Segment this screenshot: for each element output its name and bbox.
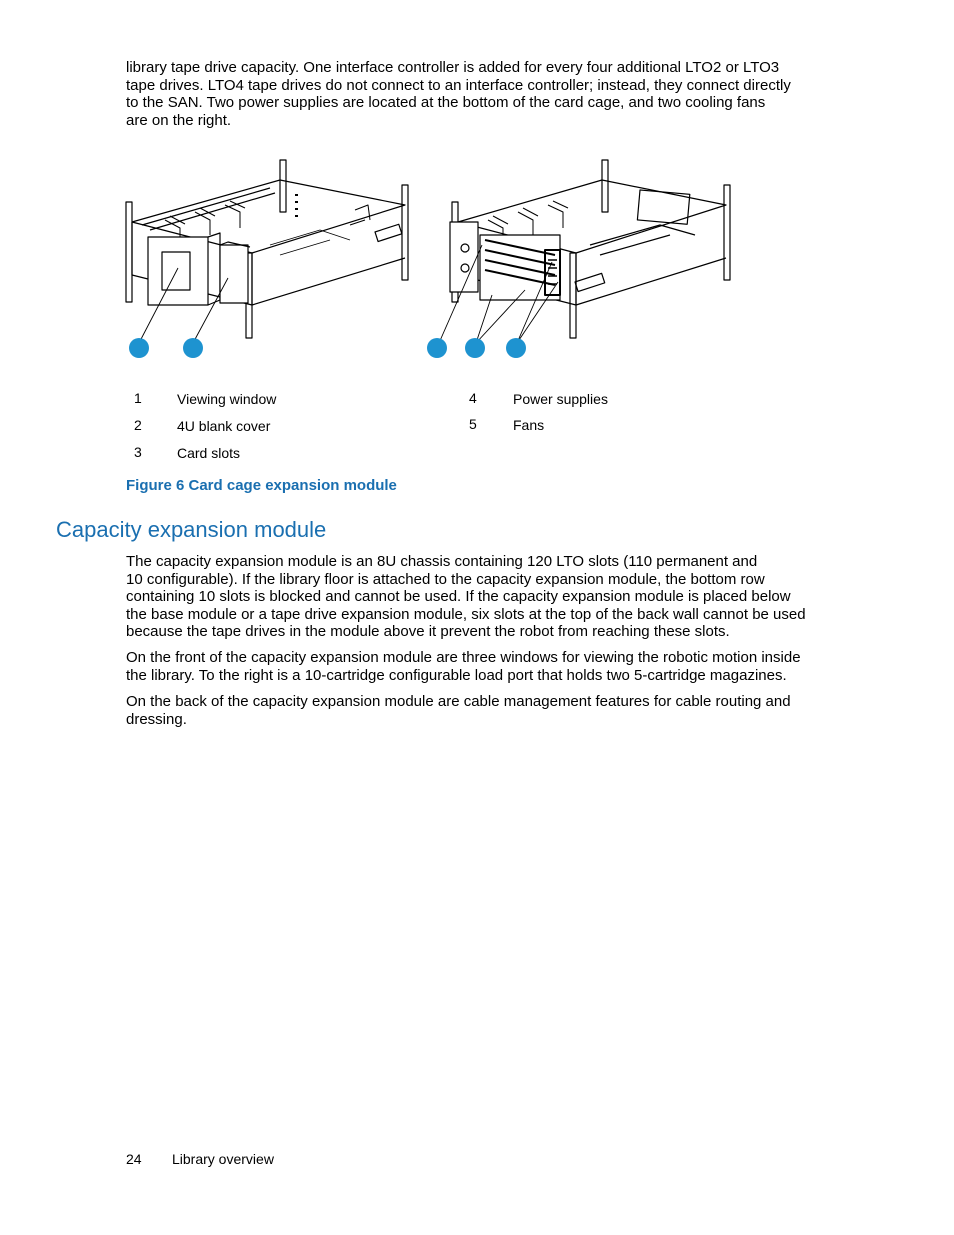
callout-1-dot (129, 338, 149, 358)
text-line: library tape drive capacity. One interface controller is added for every four additional LTO2 or LTO3 (126, 59, 780, 76)
page-number: 24 (126, 1151, 142, 1167)
legend-label: Fans (513, 417, 545, 433)
text-line: containing 10 slots is blocked and cannot be used. If the capacity expansion module is placed below (126, 588, 791, 605)
text-line: the base module or a tape drive expansion module, six slots at the top of the back wall cannot be used (126, 605, 806, 623)
text-line: are on the right. (126, 111, 232, 129)
legend-label: Power supplies (513, 391, 608, 407)
footer-section-title: Library overview (172, 1151, 274, 1167)
text-line: dressing. (126, 710, 187, 728)
legend-number: 5 (469, 416, 477, 432)
text-line: The capacity expansion module is an 8U chassis containing 120 LTO slots (110 permanent and (126, 553, 758, 570)
legend-label: 4U blank cover (177, 418, 271, 434)
callout-3-dot (427, 338, 447, 358)
text-line: tape drives. LTO4 tape drives do not connect to an interface controller; instead, they connect directly (126, 76, 791, 94)
body-paragraph (126, 649, 826, 684)
body-paragraph (126, 693, 826, 728)
text-line: On the front of the capacity expansion module are three windows for viewing the robotic motion inside (126, 649, 801, 666)
legend-number: 2 (134, 417, 142, 433)
callout-2-dot (183, 338, 203, 358)
text-line: because the tape drives in the module above it prevent the robot from reaching these slots. (126, 623, 730, 640)
text-line: 10 configurable). If the library floor is attached to the capacity expansion module, the bottom row (126, 570, 765, 588)
intro-paragraph (126, 59, 826, 129)
section-heading: Capacity expansion module (56, 517, 327, 542)
text-line: to the SAN. Two power supplies are located at the bottom of the card cage, and two cooling fans (126, 94, 766, 111)
legend-number: 1 (134, 390, 142, 406)
legend-label: Viewing window (177, 391, 277, 407)
callout-5-dot (506, 338, 526, 358)
callout-4-dot (465, 338, 485, 358)
front-view-drawing (126, 160, 408, 338)
body-paragraph (126, 553, 826, 641)
legend-number: 3 (134, 444, 142, 460)
legend-number: 4 (469, 390, 477, 406)
card-cage-illustration (120, 150, 740, 365)
legend-label: Card slots (177, 445, 241, 461)
text-line: the library. To the right is a 10-cartridge configurable load port that holds two 5-cartridge magazines. (126, 666, 787, 684)
figure-caption: Figure 6 Card cage expansion module (126, 477, 397, 494)
text-line: On the back of the capacity expansion module are cable management features for cable routing and (126, 693, 791, 710)
rear-view-drawing (450, 160, 730, 338)
